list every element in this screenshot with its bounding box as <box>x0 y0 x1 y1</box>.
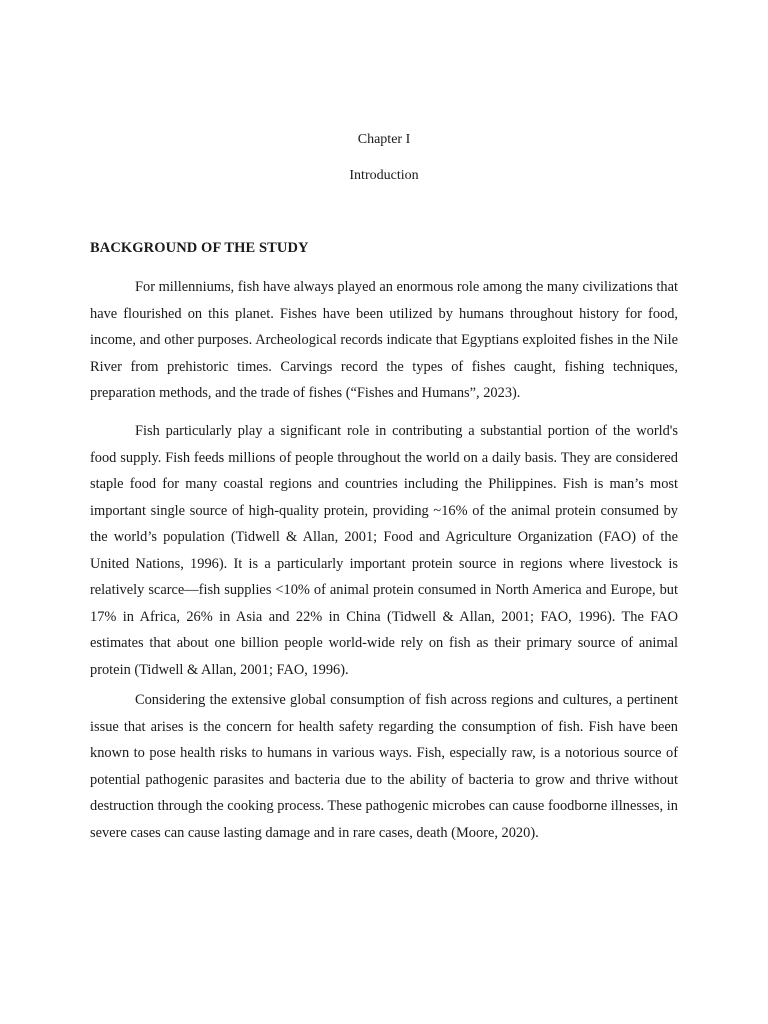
paragraph-background-2: Fish particularly play a significant role in contributing a substantial portion of the world's food supply. Fish feeds millions of people throughout the world on a daily basis. They are considered staple food for many coastal regions and countries including the Philippines. Fish is man’s most important single source of high-quality protein, providing ~16% of the animal protein consumed by the world’s population (Tidwell & Allan, 2001; Food and Agriculture Organization (FAO) of the United Nations, 1996). It is a particularly important protein source in regions where livestock is relatively scarce—fish supplies <10% of animal protein consumed in North America and Europe, but 17% in Africa, 26% in Asia and 22% in China (Tidwell & Allan, 2001; FAO, 1996). The FAO estimates that about one billion people world-wide rely on fish as their primary source of animal protein (Tidwell & Allan, 2001; FAO, 1996). <box>90 423 678 678</box>
chapter-label: Chapter I <box>357 132 411 147</box>
chapter-title: Introduction <box>349 168 419 183</box>
section-heading: BACKGROUND OF THE STUDY <box>90 240 309 256</box>
paragraph-background-1: For millenniums, fish have always played an enormous role among the many civilizations that have flourished on this planet. Fishes have been utilized by humans throughout history for food, income, and other purposes. Archeological records indicate that Egyptians exploited fishes in the Nile River from prehistoric times. Carvings record the types of fishes caught, fishing techniques, preparation methods, and the trade of fishes (“Fishes and Humans”, 2023). <box>90 279 678 401</box>
paragraph-background-3: Considering the extensive global consumption of fish across regions and cultures, a pertinent issue that arises is the concern for health safety regarding the consumption of fish. Fish have been known to pose health risks to humans in various ways. Fish, especially raw, is a notorious source of potential pathogenic parasites and bacteria due to the ability of bacteria to grow and thrive without destruction through the cooking process. These pathogenic microbes can cause foodborne illnesses, in severe cases can cause lasting damage and in rare cases, death (Moore, 2020). <box>90 692 678 841</box>
